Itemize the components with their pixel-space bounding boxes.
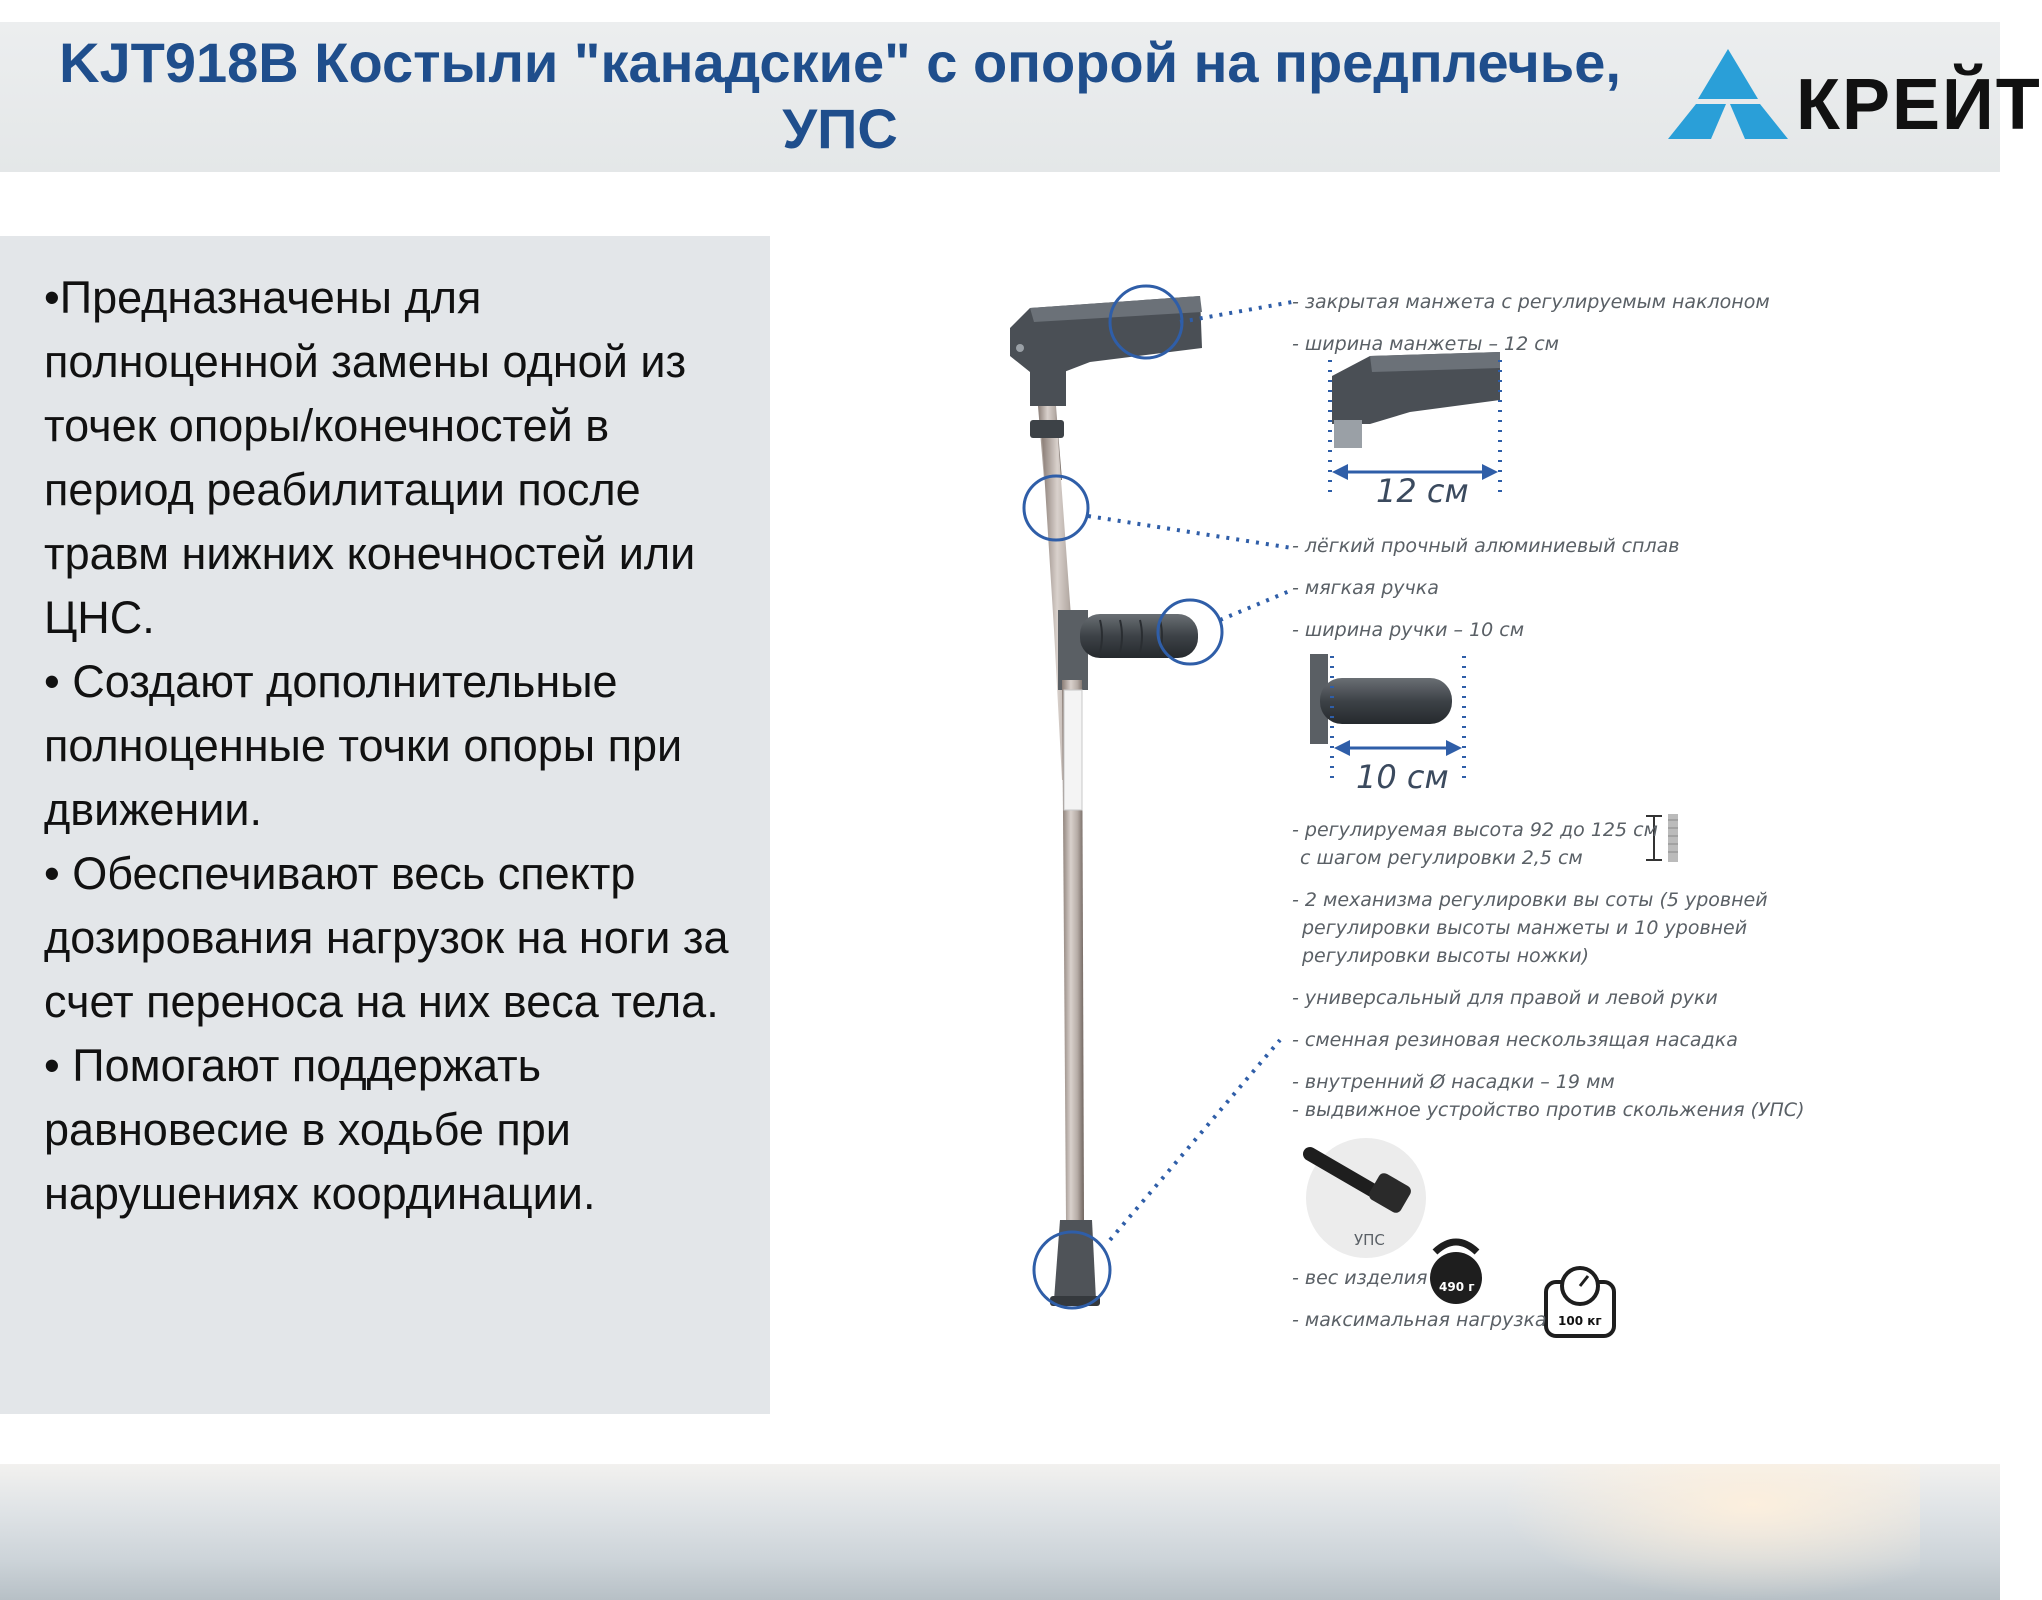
description-paragraph: • Обеспечивают весь спектр дозирования нагрузок на ноги за счет переноса на них веса тела. bbox=[44, 848, 729, 1027]
logo-text: КРЕЙТ bbox=[1796, 65, 2042, 145]
feature-mechanism-line3: регулировки высоты ножки) bbox=[1302, 945, 1589, 967]
feature-weight: - вес изделия bbox=[1292, 1267, 1428, 1289]
page-title-line1: KJT918B Костыли "канадские" с опорой на предплечье, bbox=[59, 31, 1621, 94]
description-panel bbox=[0, 236, 770, 1414]
feature-mechanism-line1: - 2 механизма регулировки вы соты (5 уровней bbox=[1292, 889, 1768, 911]
feature-handle-width: - ширина ручки – 10 см bbox=[1292, 619, 1525, 641]
cuff-dimension: 12 см bbox=[1376, 472, 1469, 510]
handle-icon bbox=[1080, 614, 1198, 658]
feature-anti-slip: - выдвижное устройство против скольжения (УПС) bbox=[1292, 1099, 1805, 1121]
product-diagram bbox=[980, 260, 1980, 1380]
weight-value: 490 г bbox=[1439, 1280, 1475, 1294]
feature-tip-diameter: - внутренний Ø насадки – 19 мм bbox=[1292, 1071, 1615, 1093]
logo-triangles-icon bbox=[1668, 44, 1788, 144]
description-paragraph: •Предназначены для полноценной замены одной из точек опоры/конечностей в период реабилитации после травм нижних конечностей или ЦНС. bbox=[44, 272, 696, 643]
brand-logo bbox=[1668, 44, 2042, 164]
header-bar bbox=[0, 22, 2042, 172]
feature-height-line1: - регулируемая высота 92 до 125 см bbox=[1292, 819, 1658, 841]
description-text bbox=[44, 266, 760, 1226]
feature-cuff: - закрытая манжета с регулируемым наклоном bbox=[1292, 291, 1770, 313]
handle-dimension: 10 см bbox=[1356, 758, 1449, 796]
feature-mechanism-line2: регулировки высоты манжеты и 10 уровней bbox=[1302, 917, 1748, 939]
description-paragraph: • Помогают поддержать равновесие в ходьбе при нарушениях координации. bbox=[44, 1040, 596, 1219]
kettlebell-icon bbox=[1430, 1242, 1482, 1304]
feature-tip: - сменная резиновая нескользящая насадка bbox=[1292, 1029, 1738, 1051]
description-paragraph: • Создают дополнительные полноценные точки опоры при движении. bbox=[44, 656, 683, 835]
ups-caption: УПС bbox=[1354, 1231, 1385, 1249]
feature-universal: - универсальный для правой и левой руки bbox=[1292, 987, 1718, 1009]
feature-handle: - мягкая ручка bbox=[1292, 577, 1439, 599]
feature-height-line2: с шагом регулировки 2,5 см bbox=[1300, 847, 1583, 869]
feature-alloy: - лёгкий прочный алюминиевый сплав bbox=[1292, 535, 1680, 557]
cuff-detail-icon bbox=[1330, 352, 1500, 492]
page-title-line2: УПС bbox=[782, 97, 898, 160]
feature-max-load: - максимальная нагрузка bbox=[1292, 1309, 1547, 1331]
sea-background-image bbox=[0, 1464, 2000, 1600]
feature-cuff-width: - ширина манжеты – 12 см bbox=[1292, 333, 1559, 355]
page-title bbox=[40, 30, 1640, 162]
sun-glow bbox=[1500, 1464, 1920, 1600]
cuff-icon bbox=[1010, 296, 1202, 406]
max-load-value: 100 кг bbox=[1558, 1314, 1602, 1328]
